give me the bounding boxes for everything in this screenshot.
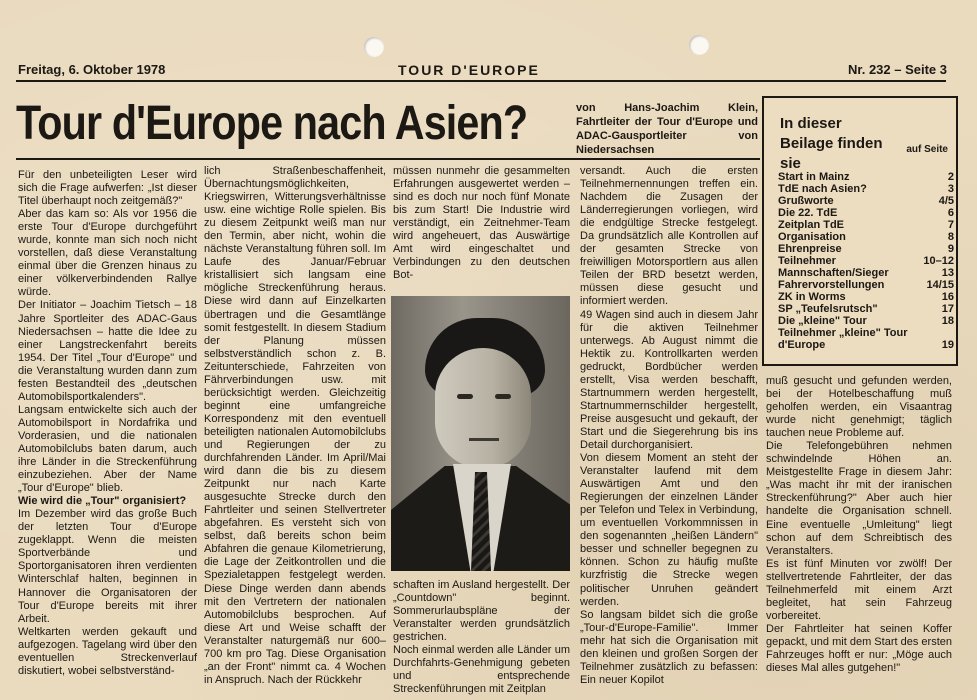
contents-item-label: Teilnehmer „kleine" Tour d'Europe <box>778 327 908 351</box>
contents-item-page: 10–12 <box>923 255 954 267</box>
author-portrait-photo <box>391 296 570 571</box>
contents-item-label: SP „Teufelsrutsch" <box>778 303 878 315</box>
article-subheading: Wie wird die „Tour" organisiert? <box>18 495 187 508</box>
contents-item-page: 19 <box>941 339 954 351</box>
contents-item <box>778 291 954 303</box>
contents-item-label: Fahrervorstellungen <box>778 279 885 291</box>
contents-page-header: auf Seite <box>906 144 948 155</box>
contents-item-label: Organisation <box>778 231 846 243</box>
article-paragraph: Langsam entwickelte sich auch der Automobilsport in Nordafrika und Vorderasien, und die nationalen Automobilclubs baten darum, auch ihre Länder in die Streckenführung einzubeziehen. Aber der Name „Tour d'Europe" blieb. <box>18 403 197 495</box>
article-paragraph: Noch einmal werden alle Länder um Durchfahrts-Genehmigung gebeten und entsprechende Streckenführungen mit Zeitplan <box>393 644 570 696</box>
article-column-2 <box>204 165 386 697</box>
contents-item-label: TdE nach Asien? <box>778 183 867 195</box>
contents-item-page: 17 <box>941 303 954 315</box>
article-paragraph: Aber das kam so: Als vor 1956 die erste Tour d'Europe durchgeführt wurde, konnte man sich noch nicht vorstellen, daß diese Veranstaltung einmal über die Grenzen hinaus zu einer völkerverbindenden Rallye würde. <box>18 208 197 299</box>
article-paragraph: Von diesem Moment an steht der Veranstalter laufend mit dem Auswärtigen Amt und den Regierungen der einzelnen Länder per Telefon und Telex in Verbindung, um eventuellen Vorkommnissen in den sogenannten „heißen Ländern" besser und schneller begegnen zu können. Schon zu häufig mußte kurzfristig die Strecke wegen politischer Unruhen geändert werden. <box>580 452 758 608</box>
contents-item-label: Ehrenpreise <box>778 243 842 255</box>
article-column-3-top <box>393 165 570 287</box>
contents-item-page: 4/5 <box>938 195 954 207</box>
article-paragraph: Der Fahrtleiter hat seinen Koffer gepackt, und mit dem Start des ersten Fahrzeuges hofft er nur: „Möge auch dieses Mal alles gutgehen!" <box>766 622 952 675</box>
contents-item-label: Zeitplan TdE <box>778 219 844 231</box>
contents-item <box>778 327 954 351</box>
section-title: TOUR D'EUROPE <box>398 62 540 78</box>
contents-item <box>778 315 954 327</box>
article-paragraph: Weltkarten werden gekauft und aufgezogen. Tagelang wird über den eventuellen Streckenverlauf diskutiert, wobei selbstverständ- <box>18 625 197 677</box>
article-byline: von Hans-Joachim Klein, Fahrtleiter der Tour d'Europe und ADAC-Gausportleiter von Niedersachsen <box>576 102 758 156</box>
contents-box-title: In dieser Beilage finden sie <box>780 115 883 172</box>
contents-item <box>778 171 954 183</box>
article-paragraph: lich Straßenbeschaffenheit, Übernachtungsmöglichkeiten, Kriegswirren, Witterungsverhältnisse usw. eine wichtige Rolle spielen. Bis zu diesem Zeitpunkt weiß man nur den Termin, aber nicht, wohin die nächste Veranstaltung führen soll. Im Laufe des Januar/Februar kristallisiert sich langsam eine mögliche Streckenführung heraus. Diese wird dann auf Einzelkarten übertragen und die Gesamtlänge somit festgestellt. In diesem Stadium der Planung müssen selbstverständlich schon z. B. Zeitunterschiede, Fahrzeiten von Fährverbindungen usw. mit berücksichtigt werden. Gleichzeitig beginnt eine umfangreiche Korrespondenz mit den eventuell beteiligten nationalen Automobilclubs und Regierungen der zu durchfahrenden Länder. Im April/Mai wird dann die bis zu diesem Zeitpunkt nur nach Karte ausgesuchte Strecke durch den Fahrtleiter und seinen Stellvertreter abgefahren. Es versteht sich von selbst, daß bereits schon beim Abfahren die genaue Kilometrierung, die Lage der Zeitkontrollen und die Spezialetappen festgelegt werden. Diese Dinge werden dann abends mit den Vertretern der nationalen Automobilclubs besprochen. Auf diese Art und Weise schafft der Veranstalter naturgemäß nur 600–700 km pro Tag. Diese Organisation „an der Front" nimmt ca. 4 Wochen in Anspruch. Nach der Rückkehr <box>204 165 386 686</box>
contents-item-page: 16 <box>941 291 954 303</box>
contents-item <box>778 219 954 231</box>
contents-item-label: Grußworte <box>778 195 834 207</box>
contents-item-page: 8 <box>947 231 954 243</box>
contents-item <box>778 255 954 267</box>
article-headline: Tour d'Europe nach Asien? <box>16 97 528 150</box>
contents-item <box>778 303 954 315</box>
contents-item-label: Start in Mainz <box>778 171 850 183</box>
article-column-4 <box>580 165 758 697</box>
punch-hole <box>364 37 384 57</box>
contents-item-page: 6 <box>947 207 954 219</box>
header-rule <box>16 80 946 82</box>
contents-item-label: Teilnehmer <box>778 255 836 267</box>
contents-list <box>778 171 954 351</box>
contents-item-label: Die 22. TdE <box>778 207 838 219</box>
article-paragraph: Die Telefongebühren nehmen schwindelnde Höhen an. Meistgestellte Frage in diesem Jahr: „Was macht ihr mit der iranischen Streckenführung?" Aber auch hier handelte die Organisation schnell. Eine eventuelle „Umleitung" liegt schon auf dem Schreibtisch des Veranstalters. <box>766 440 952 557</box>
contents-item <box>778 267 954 279</box>
contents-item <box>778 195 954 207</box>
contents-item <box>778 183 954 195</box>
contents-item-label: Die „kleine" Tour <box>778 315 867 327</box>
contents-item-label: Mannschaften/Sieger <box>778 267 889 279</box>
article-paragraph: Im Dezember wird das große Buch der letzten Tour d'Europe zugeklappt. Wenn die meisten Sportverbände und Sportorganisatoren ihren verdienten Winterschlaf halten, beginnen in Hannover die Organisatoren der Tour d'Europe bereits mit ihrer Arbeit. <box>18 508 197 625</box>
contents-item-page: 14/15 <box>926 279 954 291</box>
issue-page-number: Nr. 232 – Seite 3 <box>847 62 947 77</box>
article-paragraph: 49 Wagen sind auch in diesem Jahr für die aktiven Teilnehmer unterwegs. Ab August nimmt die Hektik zu. Kontrollkarten werden gedruckt, Bordbücher werden erstellt, Visa werden beschafft, Startnummern werden hergestellt, Startnummernschilder hergestellt, Preise ausgesucht und gekauft, der Start und die Siegerehrung bis ins Detail durchorganisiert. <box>580 308 758 451</box>
contents-item-page: 2 <box>947 171 954 183</box>
contents-item-page: 18 <box>941 315 954 327</box>
contents-item-label: ZK in Worms <box>778 291 846 303</box>
contents-item-page: 13 <box>941 267 954 279</box>
article-paragraph: So langsam bildet sich die große „Tour-d'Europe-Familie". Immer mehr hat sich die Organisation mit den kleinen und großen Sorgen der Teilnehmer zusätzlich zu befassen: Ein neuer Kopilot <box>580 608 758 686</box>
article-column-3-bottom <box>393 579 570 697</box>
contents-item-page: 3 <box>947 183 954 195</box>
contents-box <box>762 96 958 366</box>
contents-item-page: 9 <box>947 243 954 255</box>
issue-date: Freitag, 6. Oktober 1978 <box>18 62 166 77</box>
contents-item <box>778 243 954 255</box>
article-paragraph: muß gesucht und gefunden werden, bei der Hotelbeschaffung muß geholfen werden, ein Visaantrag wurde nicht genehmigt; täglich tauchen neue Probleme auf. <box>766 375 952 440</box>
punch-hole <box>689 35 709 55</box>
article-paragraph: Der Initiator – Joachim Tietsch – 18 Jahre Sportleiter des ADAC-Gaus Niedersachsen – hatte die Idee zu einer Langstreckenfahrt bereits 1954. Der Titel „Tour d'Europe" und die Veranstaltung wurden dann zum festen Bestandteil des „deutschen Automobilsportkalenders". <box>18 299 197 403</box>
contents-item <box>778 279 954 291</box>
article-paragraph: schaften im Ausland hergestellt. Der „Countdown" beginnt. Sommerurlaubspläne der Veranstalter werden grundsätzlich gestrichen. <box>393 579 570 644</box>
article-paragraph: Es ist fünf Minuten vor zwölf! Der stellvertretende Fahrtleiter, der das Teilnehmerfeld mit einem Arzt begleitet, hat sein Fahrzeug vorbereitet. <box>766 557 952 622</box>
article-paragraph: versandt. Auch die ersten Teilnehmernennungen treffen ein. Nachdem die Zusagen der Länderregierungen vorliegen, wird die endgültige Strecke festgelegt. Da grundsätzlich alle Kontrollen auf der gesamten Strecke von freiwilligen Motorsportlern aus allen Teilen der BRD besetzt werden, müssen diese gesucht und informiert werden. <box>580 165 758 308</box>
article-column-1 <box>18 169 197 697</box>
contents-item <box>778 231 954 243</box>
contents-item <box>778 207 954 219</box>
article-paragraph: müssen nunmehr die gesammelten Erfahrungen ausgewertet werden – sind es doch nur noch fünf Monate bis zum Start! Die Industrie wird verständigt, ein Zeitnehmer-Team wird angeheuert, das Auswärtige Amt wird eingeschaltet und Verbindungen zu den deutschen Bot- <box>393 165 570 282</box>
article-column-5 <box>766 375 952 697</box>
headline-rule <box>16 158 760 160</box>
contents-item-page: 7 <box>947 219 954 231</box>
article-paragraph: Für den unbeteiligten Leser wird sich die Frage aufwerfen: „Ist dieser Titel überhaupt noch zeitgemäß?" <box>18 169 197 208</box>
